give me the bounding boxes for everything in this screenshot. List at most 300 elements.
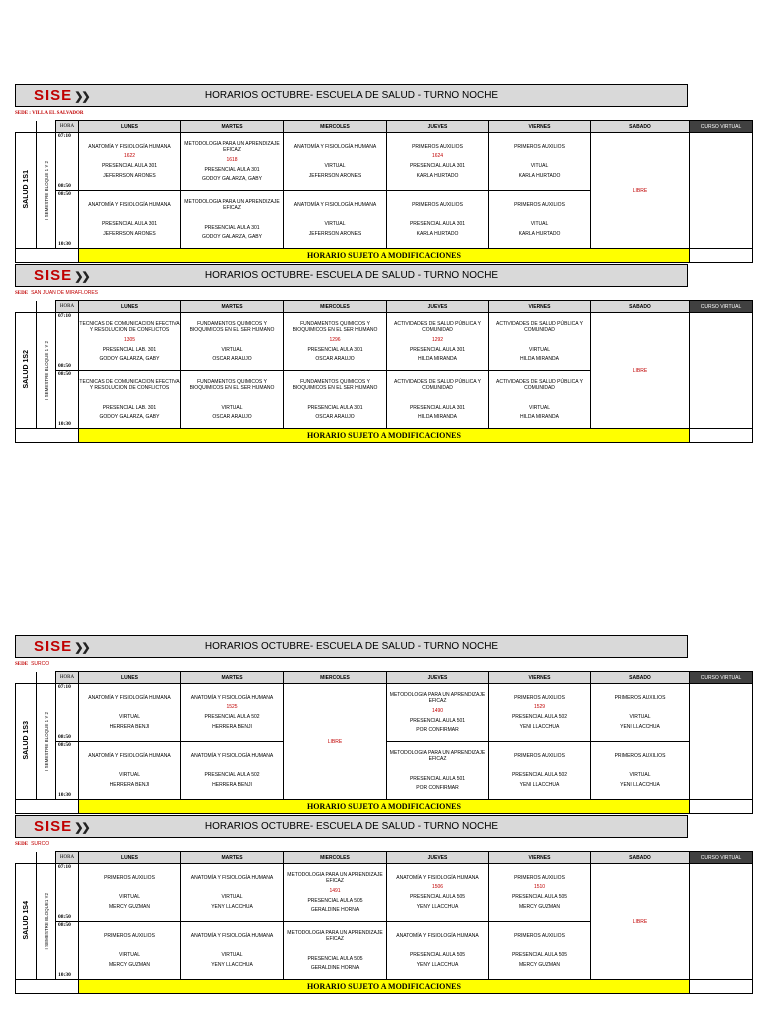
- class-teacher: YENI LLACCHUA: [620, 781, 660, 788]
- class-teacher: YENI LLACCHUA: [519, 723, 560, 730]
- time-cell: 07:10 08:50: [56, 313, 79, 371]
- class-code: 1490: [431, 707, 444, 714]
- class-course: FUNDAMENTOS QUIMICOS Y BIOQUIMICOS EN EL SER HUMANO: [189, 378, 275, 391]
- class-course: PRIMEROS AUXILIOS: [614, 694, 666, 701]
- class-cell-martes: [181, 371, 284, 429]
- class-teacher: YENY LLACCHUA: [416, 961, 459, 968]
- class-course: ANATOMÍA Y FISIOLOGÍA HUMANA: [396, 874, 479, 881]
- footer-note: HORARIO SUJETO A MODIFICACIONES: [79, 980, 690, 994]
- col-hora: HORA: [56, 672, 79, 684]
- class-course: ANATOMÍA Y FISIOLOGÍA HUMANA: [190, 752, 274, 759]
- sise-logo: SISE ❯❯: [34, 638, 89, 655]
- class-cell-lunes: [79, 922, 181, 980]
- col-martes: MARTES: [181, 301, 284, 313]
- class-cell-martes: [181, 133, 284, 191]
- class-code: [489, 762, 590, 768]
- class-teacher: HERRERA BENJI: [212, 723, 252, 730]
- class-teacher: OSCAR ARAUJO: [315, 356, 355, 362]
- col-lunes: LUNES: [79, 672, 181, 684]
- class-modality: VIRTUAL: [118, 714, 141, 721]
- class-code: 1491: [329, 887, 341, 894]
- class-cell-lunes: [79, 684, 181, 742]
- semester-cell: I SEMESTRE BLOQUE 1 Y 2: [37, 313, 56, 429]
- class-code: [387, 942, 488, 948]
- class-code: [284, 153, 386, 159]
- col-lunes: LUNES: [79, 121, 181, 133]
- class-teacher: YENY LLACCHUA: [416, 903, 459, 910]
- class-course: ANATOMÍA Y FISIOLOGÍA HUMANA: [190, 694, 274, 701]
- class-course: ANATOMÍA Y FISIOLOGÍA HUMANA: [88, 752, 171, 759]
- footer-blank: [16, 249, 79, 263]
- class-modality: PRESENCIAL AULA 501: [409, 717, 466, 724]
- corner-cell: [37, 301, 56, 313]
- header-row: [16, 301, 753, 313]
- schedule-row: [16, 684, 753, 742]
- schedule-row: [16, 864, 753, 922]
- col-lunes: LUNES: [79, 301, 181, 313]
- class-course: METODOLOGIA PARA UN APRENDIZAJE EFICAZ: [389, 749, 486, 762]
- class-teacher: GODOY GALARZA, GABY: [99, 356, 160, 362]
- libre-cell: LIBRE: [591, 313, 690, 429]
- time-cell: 07:10 08:50: [56, 133, 79, 191]
- col-jueves: JUEVES: [387, 852, 489, 864]
- class-cell-martes: [181, 684, 284, 742]
- class-cell-viernes: [489, 922, 591, 980]
- col-sabado: SABADO: [591, 672, 690, 684]
- class-cell-jueves: [387, 313, 489, 371]
- footer-note: HORARIO SUJETO A MODIFICACIONES: [79, 800, 690, 814]
- class-code: [284, 211, 386, 217]
- col-lunes: LUNES: [79, 852, 181, 864]
- class-teacher: HERRERA BENJI: [212, 781, 252, 788]
- class-code: 1624: [431, 153, 444, 160]
- sede-label: SEDE: [15, 662, 29, 667]
- class-teacher: MERCY GUZMAN: [518, 961, 561, 968]
- logo-arrows-icon: ❯❯: [74, 822, 89, 834]
- class-code: [79, 762, 180, 768]
- class-code: [284, 395, 386, 401]
- time-cell: 08:50 10:30: [56, 742, 79, 800]
- class-course: PRIMEROS AUXILIOS: [412, 201, 463, 208]
- col-sabado: SABADO: [591, 121, 690, 133]
- class-code: [79, 211, 180, 217]
- class-code: 1618: [226, 156, 238, 163]
- class-modality: PRESENCIAL AULA 301: [409, 404, 466, 411]
- footer-blank: [16, 980, 79, 994]
- class-course: ANATOMÍA Y FISIOLOGÍA HUMANA: [293, 143, 377, 150]
- footer-note: HORARIO SUJETO A MODIFICACIONES: [79, 249, 690, 263]
- class-course: ANATOMÍA Y FISIOLOGÍA HUMANA: [190, 932, 274, 939]
- schedule-row: [16, 313, 753, 371]
- sede-line: [15, 288, 98, 299]
- class-modality: VIRTUAL: [221, 952, 243, 959]
- class-modality: PRESENCIAL AULA 502: [204, 772, 260, 779]
- col-hora: HORA: [56, 852, 79, 864]
- time-cell: 07:10 08:50: [56, 864, 79, 922]
- class-code: [489, 153, 590, 159]
- class-code: 1510: [533, 884, 546, 891]
- class-modality: VITUAL: [530, 221, 549, 228]
- class-code: [489, 211, 590, 217]
- col-curso-virtual: CURSO VIRTUAL: [690, 852, 753, 864]
- schedule-title: HORARIOS OCTUBRE- ESCUELA DE SALUD - TURNO NOCHE: [204, 821, 499, 832]
- sede-value: SURCO: [31, 841, 50, 847]
- class-teacher: KARLA HURTADO: [518, 230, 561, 237]
- class-cell-lunes: [79, 742, 181, 800]
- col-martes: MARTES: [181, 121, 284, 133]
- class-code: [489, 942, 590, 948]
- class-teacher: GERALDINE HORNA: [310, 907, 360, 913]
- class-cell-martes: [181, 313, 284, 371]
- class-teacher: YENI LLACCHUA: [519, 781, 560, 788]
- class-course: ANATOMÍA Y FISIOLOGÍA HUMANA: [88, 143, 171, 150]
- col-jueves: JUEVES: [387, 301, 489, 313]
- schedule-table: [15, 851, 753, 994]
- group-name-cell: SALUD 1S4: [16, 864, 37, 980]
- schedule-header: [15, 635, 688, 658]
- class-modality: PRESENCIAL LAB. 301: [102, 346, 157, 353]
- class-cell-viernes: [489, 133, 591, 191]
- class-code: [79, 942, 180, 948]
- class-course: PRIMEROS AUXILIOS: [104, 932, 155, 939]
- class-course: PRIMEROS AUXILIOS: [514, 143, 565, 150]
- class-course: PRIMEROS AUXILIOS: [514, 752, 565, 759]
- class-cell-jueves: [387, 191, 489, 249]
- class-cell-martes: [181, 864, 284, 922]
- class-teacher: POR CONFIRMAR: [416, 785, 459, 791]
- footer-blank: [690, 980, 753, 994]
- class-teacher: YENY LLACCHUA: [211, 903, 253, 910]
- class-teacher: HERRERA BENJI: [109, 781, 150, 788]
- class-teacher: OSCAR ARAUJO: [315, 414, 355, 420]
- class-cell-sabado: [591, 684, 690, 742]
- class-course: METODOLOGIA PARA UN APRENDIZAJE EFICAZ: [184, 140, 280, 153]
- class-teacher: YENY LLACCHUA: [211, 961, 253, 968]
- logo-arrows-icon: ❯❯: [74, 271, 89, 283]
- sede-line: [15, 839, 49, 850]
- semester-cell: I SEMESTRE BLOQUE 1 Y 2: [37, 684, 56, 800]
- class-course: ACTIVIDADES DE SALUD PÚBLICA Y COMUNIDAD: [496, 320, 583, 333]
- class-modality: PRESENCIAL AULA 502: [511, 772, 568, 779]
- corner-cell: [37, 672, 56, 684]
- col-martes: MARTES: [181, 852, 284, 864]
- class-modality: PRESENCIAL AULA 505: [307, 897, 363, 904]
- class-teacher: HERRERA BENJI: [109, 723, 150, 730]
- class-code: [181, 215, 283, 221]
- class-course: ANATOMÍA Y FISIOLOGÍA HUMANA: [293, 201, 377, 208]
- class-teacher: KARLA HURTADO: [518, 172, 561, 179]
- schedule-header: [15, 84, 688, 107]
- class-modality: PRESENCIAL AULA 301: [204, 166, 260, 173]
- semester-cell: I SEMESTRE BLOQUE 1 Y 2: [37, 133, 56, 249]
- class-teacher: OSCAR ARAUJO: [212, 414, 252, 420]
- class-cell-viernes: [489, 313, 591, 371]
- schedule-title: HORARIOS OCTUBRE- ESCUELA DE SALUD - TURNO NOCHE: [204, 270, 499, 281]
- sede-label: SEDE : VILLA EL SALVADOR: [15, 111, 84, 116]
- sede-line: [15, 108, 87, 119]
- class-course: METODOLOGIA PARA UN APRENDIZAJE EFICAZ: [287, 929, 383, 942]
- class-cell-jueves: [387, 684, 489, 742]
- class-code: 1529: [533, 704, 546, 711]
- corner-cell: [16, 672, 37, 684]
- class-cell-lunes: [79, 313, 181, 371]
- time-cell: 08:50 10:30: [56, 371, 79, 429]
- class-modality: PRESENCIAL AULA 505: [511, 894, 568, 901]
- logo-arrows-icon: ❯❯: [74, 642, 89, 654]
- col-jueves: JUEVES: [387, 672, 489, 684]
- corner-cell: [16, 121, 37, 133]
- class-cell-jueves: [387, 133, 489, 191]
- schedule-block: [15, 264, 752, 442]
- class-cell-miercoles: [284, 191, 387, 249]
- col-miercoles: MIERCOLES: [284, 121, 387, 133]
- class-modality: PRESENCIAL AULA 505: [409, 894, 466, 901]
- logo-arrows-icon: ❯❯: [74, 91, 89, 103]
- class-teacher: MERCY GUZMAN: [108, 961, 151, 968]
- group-name-cell: SALUD 1S1: [16, 133, 37, 249]
- schedule-table: [15, 120, 753, 263]
- class-code: [489, 395, 590, 401]
- class-cell-viernes: [489, 864, 591, 922]
- class-course: PRIMEROS AUXILIOS: [514, 201, 565, 208]
- class-modality: VIRTUAL: [221, 894, 243, 901]
- class-course: PRIMEROS AUXILIOS: [104, 874, 155, 881]
- class-modality: VIRTUAL: [118, 772, 141, 779]
- class-modality: PRESENCIAL LAB. 301: [102, 404, 157, 411]
- curso-virtual-cell: [690, 133, 753, 249]
- class-teacher: YENI LLACCHUA: [620, 723, 660, 730]
- libre-cell: LIBRE: [591, 864, 690, 980]
- class-cell-martes: [181, 922, 284, 980]
- class-code: [79, 884, 180, 890]
- sede-value: SURCO: [31, 661, 50, 667]
- class-code: [181, 942, 283, 948]
- class-modality: VITUAL: [530, 163, 549, 170]
- class-modality: VIRTUAL: [629, 714, 651, 721]
- col-sabado: SABADO: [591, 301, 690, 313]
- class-code: 1525: [226, 704, 238, 711]
- col-viernes: VIERNES: [489, 301, 591, 313]
- class-teacher: KARLA HURTADO: [416, 230, 459, 237]
- schedule-table: [15, 300, 753, 443]
- class-cell-lunes: [79, 371, 181, 429]
- schedule-header: [15, 815, 688, 838]
- class-code: [591, 762, 689, 768]
- class-cell-jueves: [387, 371, 489, 429]
- class-modality: PRESENCIAL AULA 505: [307, 955, 363, 962]
- class-course: PRIMEROS AUXILIOS: [514, 694, 565, 701]
- header-row: [16, 672, 753, 684]
- class-teacher: HILDA MIRANDA: [418, 356, 457, 362]
- class-course: ANATOMÍA Y FISIOLOGÍA HUMANA: [190, 874, 274, 881]
- class-teacher: OSCAR ARAUJO: [212, 356, 252, 362]
- class-course: ANATOMÍA Y FISIOLOGÍA HUMANA: [88, 694, 171, 701]
- time-cell: 08:50 10:30: [56, 922, 79, 980]
- col-hora: HORA: [56, 121, 79, 133]
- col-hora: HORA: [56, 301, 79, 313]
- class-course: TECNICAS DE COMUNICACION EFECTIVA Y RESOLUCION DE CONFLICTOS: [79, 320, 180, 333]
- footer-row: [16, 429, 753, 443]
- class-teacher: JEFERRSON ARONES: [103, 172, 156, 179]
- sede-label: SEDE: [15, 291, 29, 296]
- header-row: [16, 121, 753, 133]
- sise-logo: SISE ❯❯: [34, 267, 89, 284]
- class-teacher: POR CONFIRMAR: [416, 727, 459, 733]
- header-row: [16, 852, 753, 864]
- class-course: PRIMEROS AUXILIOS: [412, 143, 463, 150]
- sede-value: SAN JUAN DE MIRAFLORES: [31, 290, 99, 296]
- class-code: [79, 704, 180, 710]
- class-cell-miercoles: [284, 864, 387, 922]
- corner-cell: [16, 852, 37, 864]
- sise-logo: SISE ❯❯: [34, 818, 89, 835]
- class-cell-jueves: [387, 742, 489, 800]
- schedule-title: HORARIOS OCTUBRE- ESCUELA DE SALUD - TURNO NOCHE: [204, 90, 499, 101]
- schedule-title: HORARIOS OCTUBRE- ESCUELA DE SALUD - TURNO NOCHE: [204, 641, 499, 652]
- class-course: ANATOMÍA Y FISIOLOGÍA HUMANA: [88, 201, 171, 208]
- schedule-block: [15, 635, 752, 813]
- class-course: PRIMEROS AUXILIOS: [614, 752, 666, 759]
- class-cell-lunes: [79, 191, 181, 249]
- class-modality: VIRTUAL: [118, 952, 141, 959]
- class-teacher: GODOY GALARZA, GABY: [202, 234, 262, 240]
- col-viernes: VIERNES: [489, 852, 591, 864]
- class-course: METODOLOGIA PARA UN APRENDIZAJE EFICAZ: [389, 691, 486, 704]
- class-modality: PRESENCIAL AULA 505: [511, 952, 568, 959]
- footer-row: [16, 249, 753, 263]
- class-modality: PRESENCIAL AULA 301: [409, 163, 466, 170]
- class-modality: VIRTUAL: [324, 163, 346, 170]
- class-code: [489, 337, 590, 343]
- time-cell: 07:10 08:50: [56, 684, 79, 742]
- footer-blank: [690, 800, 753, 814]
- class-cell-jueves: [387, 922, 489, 980]
- class-code: [387, 766, 488, 772]
- class-teacher: JEFERRSON ARONES: [308, 230, 362, 237]
- class-cell-lunes: [79, 133, 181, 191]
- class-course: ACTIVIDADES DE SALUD PÚBLICA Y COMUNIDAD: [394, 378, 481, 391]
- class-course: FUNDAMENTOS QUIMICOS Y BIOQUIMICOS EN EL SER HUMANO: [189, 320, 275, 333]
- class-code: 1305: [123, 336, 136, 343]
- class-teacher: KARLA HURTADO: [416, 172, 459, 179]
- class-modality: PRESENCIAL AULA 301: [204, 224, 260, 231]
- class-course: PRIMEROS AUXILIOS: [514, 874, 565, 881]
- sede-line: [15, 659, 49, 670]
- schedule-table: [15, 671, 753, 814]
- class-cell-viernes: [489, 742, 591, 800]
- group-name-cell: SALUD 1S3: [16, 684, 37, 800]
- class-modality: PRESENCIAL AULA 505: [409, 952, 466, 959]
- class-cell-miercoles: [284, 133, 387, 191]
- schedule-block: [15, 84, 752, 262]
- class-cell-miercoles: [284, 371, 387, 429]
- col-curso-virtual: CURSO VIRTUAL: [690, 121, 753, 133]
- footer-blank: [690, 429, 753, 443]
- class-modality: PRESENCIAL AULA 301: [101, 163, 158, 170]
- class-modality: VIRTUAL: [221, 346, 243, 353]
- class-code: 1506: [431, 884, 444, 891]
- class-course: FUNDAMENTOS QUIMICOS Y BIOQUIMICOS EN EL SER HUMANO: [292, 320, 378, 333]
- footer-row: [16, 800, 753, 814]
- class-cell-lunes: [79, 864, 181, 922]
- corner-cell: [37, 121, 56, 133]
- class-course: ANATOMÍA Y FISIOLOGÍA HUMANA: [396, 932, 479, 939]
- footer-blank: [690, 249, 753, 263]
- class-modality: VIRTUAL: [118, 894, 141, 901]
- class-modality: VIRTUAL: [528, 346, 551, 353]
- class-teacher: HILDA MIRANDA: [520, 414, 559, 420]
- curso-virtual-cell: [690, 864, 753, 980]
- col-curso-virtual: CURSO VIRTUAL: [690, 301, 753, 313]
- class-course: PRIMEROS AUXILIOS: [514, 932, 565, 939]
- class-code: [387, 211, 488, 217]
- class-course: FUNDAMENTOS QUIMICOS Y BIOQUIMICOS EN EL SER HUMANO: [292, 378, 378, 391]
- footer-blank: [16, 429, 79, 443]
- schedule-header: [15, 264, 688, 287]
- sise-logo: SISE ❯❯: [34, 87, 89, 104]
- class-cell-viernes: [489, 191, 591, 249]
- col-miercoles: MIERCOLES: [284, 301, 387, 313]
- class-code: 1296: [329, 336, 341, 343]
- class-course: METODOLOGIA PARA UN APRENDIZAJE EFICAZ: [184, 198, 280, 211]
- class-teacher: JEFERRSON ARONES: [103, 230, 156, 237]
- class-course: TECNICAS DE COMUNICACION EFECTIVA Y RESOLUCION DE CONFLICTOS: [79, 378, 180, 391]
- class-cell-sabado: [591, 742, 690, 800]
- col-curso-virtual: CURSO VIRTUAL: [690, 672, 753, 684]
- class-modality: VIRTUAL: [221, 404, 243, 411]
- class-code: [181, 884, 283, 890]
- footer-blank: [16, 800, 79, 814]
- col-martes: MARTES: [181, 672, 284, 684]
- footer-row: [16, 980, 753, 994]
- libre-cell: LIBRE: [284, 684, 387, 800]
- class-teacher: GODOY GALARZA, GABY: [99, 414, 160, 420]
- class-modality: PRESENCIAL AULA 501: [409, 775, 466, 782]
- semester-cell: I SEMESTRE BLOQUE1 Y2: [37, 864, 56, 980]
- col-jueves: JUEVES: [387, 121, 489, 133]
- class-teacher: MERCY GUZMAN: [108, 903, 151, 910]
- col-sabado: SABADO: [591, 852, 690, 864]
- class-code: [181, 762, 283, 768]
- class-code: [591, 704, 689, 710]
- class-modality: PRESENCIAL AULA 301: [101, 221, 158, 228]
- class-modality: VIRTUAL: [324, 221, 346, 228]
- class-code: [181, 395, 283, 401]
- class-course: ACTIVIDADES DE SALUD PÚBLICA Y COMUNIDAD: [496, 378, 583, 391]
- class-code: 1622: [123, 153, 136, 160]
- class-modality: PRESENCIAL AULA 301: [409, 346, 466, 353]
- schedule-block: [15, 815, 752, 993]
- class-cell-viernes: [489, 371, 591, 429]
- class-cell-miercoles: [284, 922, 387, 980]
- col-viernes: VIERNES: [489, 121, 591, 133]
- class-teacher: GODOY GALARZA, GABY: [202, 176, 262, 182]
- class-cell-martes: [181, 191, 284, 249]
- class-code: [79, 395, 180, 401]
- class-code: [284, 946, 386, 952]
- class-code: 1292: [431, 336, 444, 343]
- class-cell-viernes: [489, 684, 591, 742]
- group-name-cell: SALUD 1S2: [16, 313, 37, 429]
- class-modality: PRESENCIAL AULA 301: [307, 346, 363, 353]
- class-teacher: GERALDINE HORNA: [310, 965, 360, 971]
- class-teacher: MERCY GUZMAN: [518, 903, 561, 910]
- class-modality: VIRTUAL: [528, 404, 551, 411]
- class-modality: PRESENCIAL AULA 301: [409, 221, 466, 228]
- class-teacher: HILDA MIRANDA: [520, 356, 559, 362]
- col-viernes: VIERNES: [489, 672, 591, 684]
- schedule-row: [16, 133, 753, 191]
